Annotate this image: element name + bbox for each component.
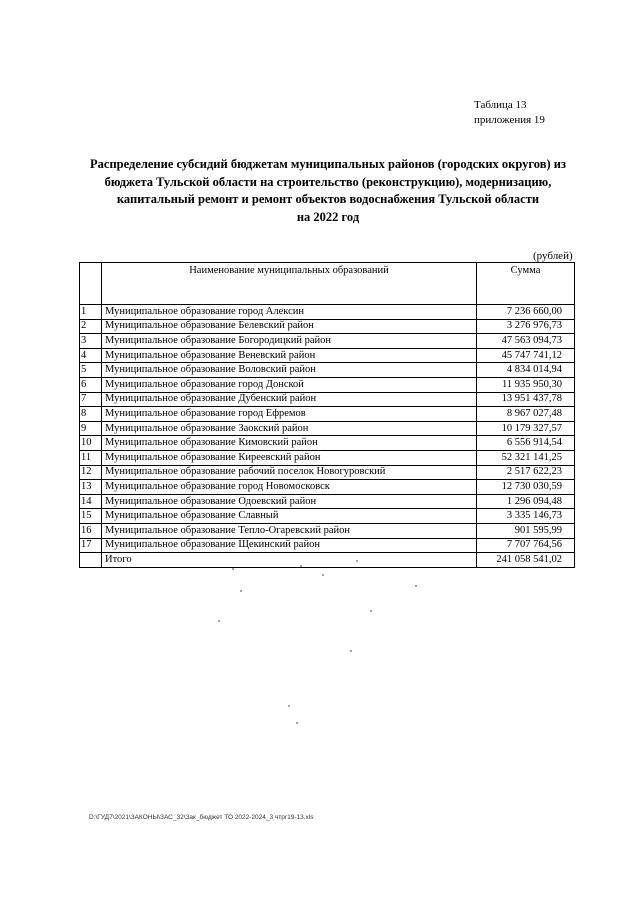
row-name: Муниципальное образование Кимовский район xyxy=(102,436,477,451)
row-name: Муниципальное образование рабочий поселок Новогуровский xyxy=(102,465,477,480)
table-row xyxy=(80,436,575,451)
table-row xyxy=(80,494,575,509)
row-number: 16 xyxy=(80,523,102,538)
row-number: 8 xyxy=(80,407,102,422)
total-number xyxy=(80,553,102,568)
row-name: Муниципальное образование Одоевский район xyxy=(102,494,477,509)
file-path-footer: D:\ГУД7\2021\ЗАКОНЫ\ЗАС_32\Зак_бюджет ТО 2022-2024_3 чтpr19-13.xls xyxy=(89,814,314,821)
scan-speck xyxy=(218,620,220,622)
table-row xyxy=(80,305,575,320)
row-amount: 47 563 094,73 xyxy=(477,334,575,349)
title-line: капитальный ремонт и ремонт объектов водоснабжения Тульской области xyxy=(116,192,540,206)
row-number: 12 xyxy=(80,465,102,480)
row-number: 15 xyxy=(80,509,102,524)
header-number xyxy=(80,263,102,305)
row-amount: 12 730 030,59 xyxy=(477,480,575,495)
row-name: Муниципальное образование Веневский район xyxy=(102,348,477,363)
row-amount: 13 951 437,78 xyxy=(477,392,575,407)
scan-speck xyxy=(356,560,358,562)
row-amount: 3 335 146,73 xyxy=(477,509,575,524)
unit-label: (рублей) xyxy=(533,250,573,262)
table-row xyxy=(80,392,575,407)
row-amount: 8 967 027,48 xyxy=(477,407,575,422)
table-header-row xyxy=(80,263,575,305)
subsidy-table xyxy=(79,262,575,568)
title-line: Распределение субсидий бюджетам муниципальных районов (городских округов) из xyxy=(90,157,566,171)
row-number: 17 xyxy=(80,538,102,553)
table-row xyxy=(80,523,575,538)
row-number: 11 xyxy=(80,450,102,465)
scan-speck xyxy=(415,585,417,587)
table-row xyxy=(80,348,575,363)
title-line: бюджета Тульской области на строительство (реконструкцию), модернизацию, xyxy=(104,174,552,189)
row-number: 3 xyxy=(80,334,102,349)
row-amount: 2 517 622,23 xyxy=(477,465,575,480)
row-number: 14 xyxy=(80,494,102,509)
scan-speck xyxy=(296,722,298,724)
scan-speck xyxy=(288,705,290,707)
scan-speck xyxy=(350,650,352,652)
row-name: Муниципальное образование город Алексин xyxy=(102,305,477,320)
table-row xyxy=(80,450,575,465)
table-row xyxy=(80,421,575,436)
scan-speck xyxy=(240,590,242,592)
row-number: 7 xyxy=(80,392,102,407)
row-amount: 901 595,99 xyxy=(477,523,575,538)
row-number: 6 xyxy=(80,377,102,392)
header-amount: Сумма xyxy=(477,263,575,305)
scan-speck xyxy=(370,610,372,612)
row-amount: 3 276 976,73 xyxy=(477,319,575,334)
row-amount: 11 935 950,30 xyxy=(477,377,575,392)
scan-speck xyxy=(322,574,324,576)
row-number: 13 xyxy=(80,480,102,495)
row-amount: 10 179 327,57 xyxy=(477,421,575,436)
row-amount: 45 747 741,12 xyxy=(477,348,575,363)
row-amount: 1 296 094,48 xyxy=(477,494,575,509)
row-name: Муниципальное образование город Новомосковск xyxy=(102,480,477,495)
row-number: 2 xyxy=(80,319,102,334)
total-label: Итого xyxy=(102,553,477,568)
row-name: Муниципальное образование город Ефремов xyxy=(102,407,477,422)
row-name: Муниципальное образование Дубенский район xyxy=(102,392,477,407)
table-row xyxy=(80,465,575,480)
row-amount: 4 834 014,94 xyxy=(477,363,575,378)
table-row xyxy=(80,334,575,349)
row-number: 4 xyxy=(80,348,102,363)
table-row xyxy=(80,363,575,378)
title-line: на 2022 год xyxy=(296,209,360,224)
row-name: Муниципальное образование Щекинский район xyxy=(102,538,477,553)
table-row xyxy=(80,407,575,422)
row-amount: 52 321 141,25 xyxy=(477,450,575,465)
row-name: Муниципальное образование Славный xyxy=(102,509,477,524)
row-number: 5 xyxy=(80,363,102,378)
table-row xyxy=(80,538,575,553)
table-reference xyxy=(474,98,545,128)
row-name: Муниципальное образование город Донской xyxy=(102,377,477,392)
table-row xyxy=(80,509,575,524)
row-number: 9 xyxy=(80,421,102,436)
row-name: Муниципальное образование Заокский район xyxy=(102,421,477,436)
header-name: Наименование муниципальных образований xyxy=(102,263,477,305)
total-amount: 241 058 541,02 xyxy=(477,553,575,568)
document-title xyxy=(78,156,578,226)
scan-speck xyxy=(232,568,234,570)
row-name: Муниципальное образование Тепло-Огаревский район xyxy=(102,523,477,538)
row-amount: 7 707 764,56 xyxy=(477,538,575,553)
total-row xyxy=(80,553,575,568)
scan-speck xyxy=(300,565,302,567)
row-name: Муниципальное образование Киреевский район xyxy=(102,450,477,465)
row-amount: 7 236 660,00 xyxy=(477,305,575,320)
row-name: Муниципальное образование Белевский район xyxy=(102,319,477,334)
table-row xyxy=(80,319,575,334)
row-number: 10 xyxy=(80,436,102,451)
row-name: Муниципальное образование Воловский район xyxy=(102,363,477,378)
appendix-label: приложения 19 xyxy=(474,114,545,126)
table-row xyxy=(80,377,575,392)
row-name: Муниципальное образование Богородицкий район xyxy=(102,334,477,349)
row-amount: 6 556 914,54 xyxy=(477,436,575,451)
table-row xyxy=(80,480,575,495)
table-number-label: Таблица 13 xyxy=(474,99,527,111)
row-number: 1 xyxy=(80,305,102,320)
